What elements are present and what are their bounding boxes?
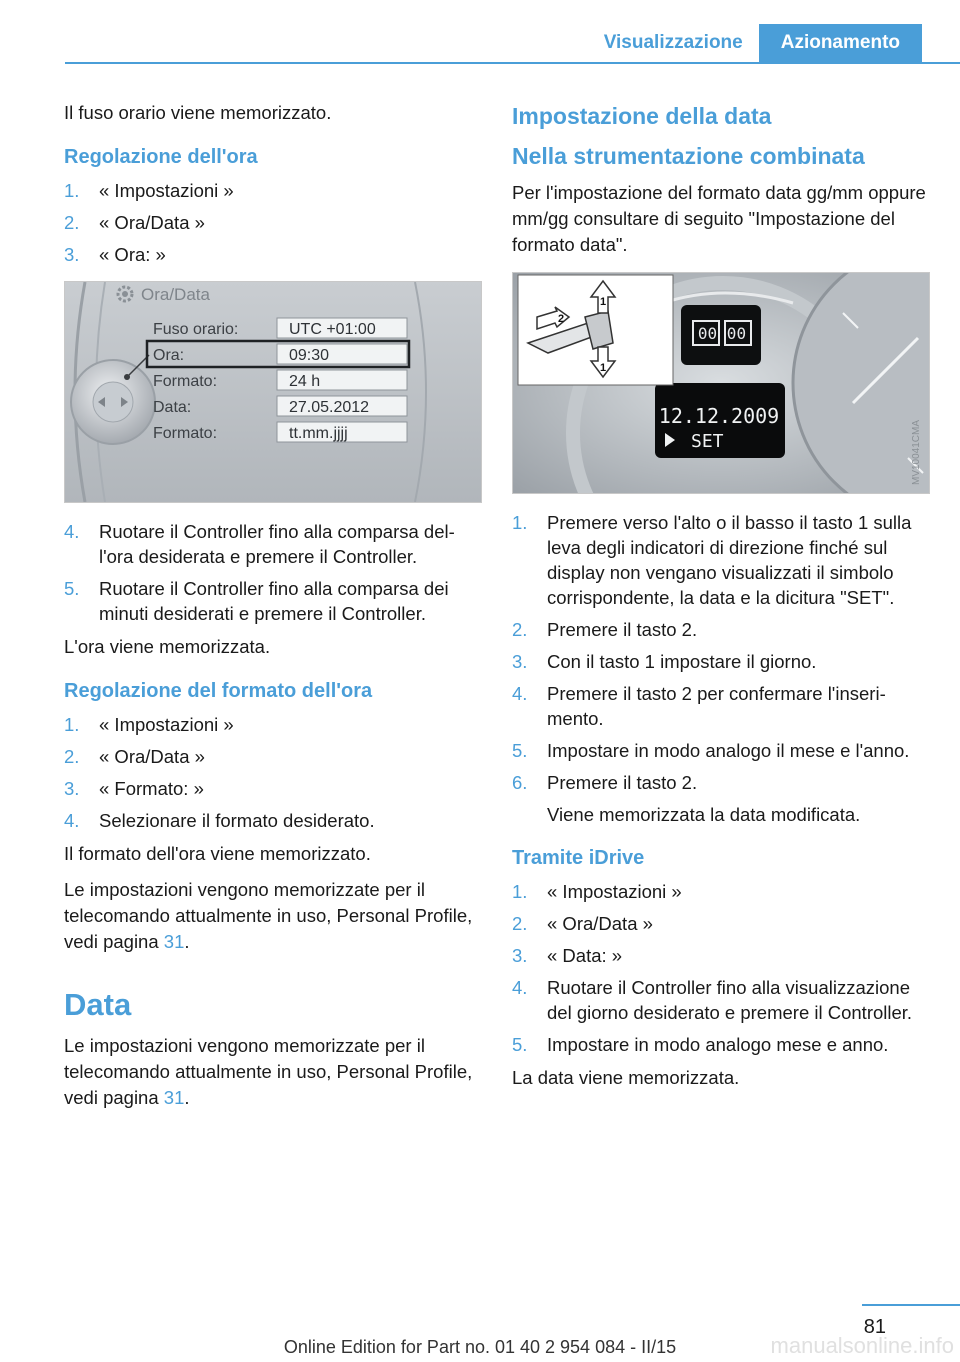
list-item: 4. Selezionare il formato desiderato. xyxy=(64,810,375,831)
heading-strumentazione-combinata: Nella strumentazione combinata xyxy=(512,143,865,169)
svg-text:1: 1 xyxy=(599,362,607,374)
remote-note-1: Le impostazioni vengono memorizzate per il telecomando attualmente in uso, Personal Profile, vedi pagina 31. xyxy=(64,879,473,952)
list-item: 6. Premere il tasto 2. Viene memorizzata la data modificata. xyxy=(512,770,930,827)
list-item: 5. Impostare in modo analogo il mese e l'anno. xyxy=(512,740,910,761)
list-item: 4. Ruotare il Controller fino alla visualizzazione del giorno desiderato e premere il Controller. xyxy=(512,977,913,1023)
steps-ora-b xyxy=(64,519,482,626)
heading-impostazione-data: Impostazione della data xyxy=(512,103,772,129)
svg-text:27.05.2012: 27.05.2012 xyxy=(289,399,370,416)
saved-data-text: La data viene memorizzata. xyxy=(512,1067,740,1088)
svg-text:Data:: Data: xyxy=(153,399,192,416)
steps-combinata xyxy=(512,510,930,827)
list-item: 4. Ruotare il Controller fino alla comparsa dell'ora desiderata e premere il Controller. xyxy=(64,521,455,567)
svg-text:Formato:: Formato: xyxy=(153,425,218,442)
saved-ora-text: L'ora viene memorizzata. xyxy=(64,636,271,657)
svg-text:Fuso orario:: Fuso orario: xyxy=(153,321,239,338)
edition-footer: Online Edition for Part no. 01 40 2 954 084 - II/15 xyxy=(283,1337,677,1357)
intro-combinata: Per l'impostazione del formato data gg/mm oppure mm/gg consultare di seguito "Impostazione del formato data". xyxy=(512,182,926,255)
tab-azionamento[interactable]: Azionamento xyxy=(759,24,922,62)
intro-text: Il fuso orario viene memorizzato. xyxy=(64,102,332,123)
list-item: 4. Premere il tasto 2 per confermare l'inserimento. xyxy=(512,683,886,729)
header-tabs xyxy=(588,24,922,62)
saved-formato-text: Il formato dell'ora viene memorizzato. xyxy=(64,843,371,864)
svg-text:09:30: 09:30 xyxy=(289,347,330,364)
svg-text:1: 1 xyxy=(599,296,607,308)
step-sub-text: Viene memorizzata la data modificata. xyxy=(547,804,861,825)
list-item: 2. Premere il tasto 2. xyxy=(512,619,698,640)
steps-formato xyxy=(64,712,482,833)
list-item: 2. « Ora/Data » xyxy=(64,212,205,233)
list-item: 3. Con il tasto 1 impostare il giorno. xyxy=(512,651,817,672)
list-item: 3. « Data: » xyxy=(512,945,623,966)
remote-note-2: Le impostazioni vengono memorizzate per il telecomando attualmente in uso, Personal Profile, vedi pagina 31. xyxy=(64,1035,473,1108)
svg-text:tt.mm.jjjj: tt.mm.jjjj xyxy=(289,425,348,442)
svg-text:Ora:: Ora: xyxy=(153,347,185,364)
list-item: 1. « Impostazioni » xyxy=(64,180,234,201)
right-column xyxy=(512,100,930,1101)
list-item: 3. « Formato: » xyxy=(64,778,204,799)
svg-text:12.12.2009: 12.12.2009 xyxy=(658,404,780,428)
header-rule xyxy=(65,62,960,64)
list-item: 5. Ruotare il Controller fino alla comparsa dei minuti desiderati e premere il Controller. xyxy=(64,578,449,624)
list-item: 1. « Impostazioni » xyxy=(64,714,234,735)
page-link-31[interactable]: 31 xyxy=(163,1087,185,1108)
steps-idrive xyxy=(512,879,930,1057)
figure-instrument-cluster xyxy=(512,272,930,494)
list-item: 3. « Ora: » xyxy=(64,244,166,265)
list-item: 1. Premere verso l'alto o il basso il tasto 1 sulla leva degli indicatori di direzione finché sul display non vengano visualizzati il simbolo corrispondente, la data e la dicitura "SET". xyxy=(512,512,912,608)
page-number: 81 xyxy=(863,1316,886,1338)
figure-ora-data-screen xyxy=(64,281,482,503)
left-column xyxy=(64,100,482,1121)
svg-text:00 00: 00 00 xyxy=(697,324,747,343)
watermark: manualsonline.info xyxy=(770,1333,954,1358)
heading-data: Data xyxy=(64,987,132,1022)
heading-formato-ora: Regolazione del formato dell'ora xyxy=(64,680,373,702)
svg-text:24 h: 24 h xyxy=(289,373,321,390)
page-link-31[interactable]: 31 xyxy=(163,931,185,952)
steps-ora-a xyxy=(64,178,482,267)
list-item: 2. « Ora/Data » xyxy=(512,913,653,934)
heading-regolazione-ora: Regolazione dell'ora xyxy=(64,146,258,168)
heading-tramite-idrive: Tramite iDrive xyxy=(512,847,645,869)
screen-title: Ora/Data xyxy=(141,285,210,304)
ora-data-screen-illustration xyxy=(65,282,481,502)
tab-visualizzazione[interactable]: Visualizzazione xyxy=(603,32,743,53)
svg-text:SET: SET xyxy=(691,431,724,452)
list-item: 2. « Ora/Data » xyxy=(64,746,205,767)
svg-text:2: 2 xyxy=(557,313,565,325)
footer-rule xyxy=(862,1304,960,1306)
list-item: 5. Impostare in modo analogo mese e anno. xyxy=(512,1034,889,1055)
svg-text:UTC +01:00: UTC +01:00 xyxy=(289,321,376,338)
svg-text:Formato:: Formato: xyxy=(153,373,218,390)
figure-code: MV10041CMA xyxy=(911,419,922,485)
list-item: 1. « Impostazioni » xyxy=(512,881,682,902)
instrument-cluster-illustration xyxy=(513,273,929,493)
